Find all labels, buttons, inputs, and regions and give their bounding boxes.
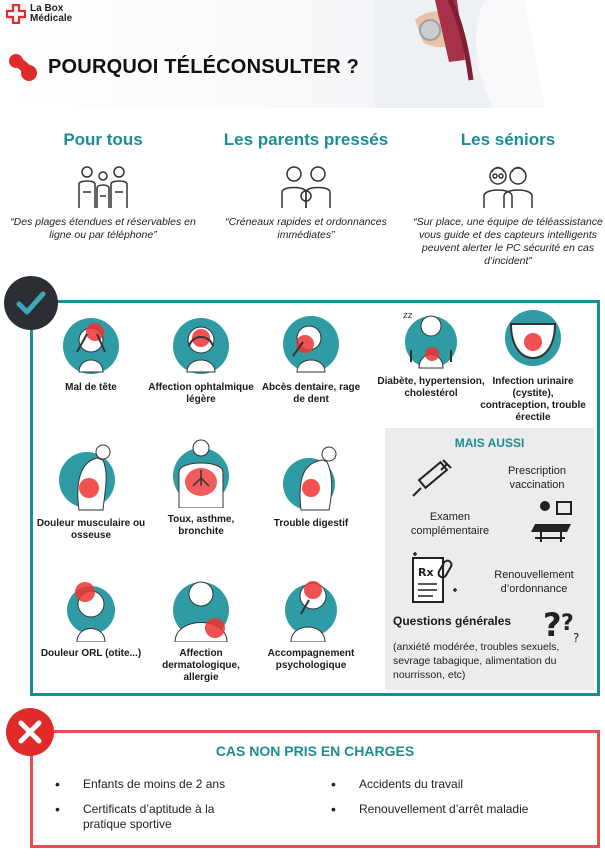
title-row (6, 52, 359, 82)
eye-icon (169, 312, 233, 376)
questions-text: (anxiété modérée, troubles sexuels, sevrage tabagique, alimentation du nourrisson, etc) (393, 641, 560, 681)
mais-aussi-panel (385, 428, 594, 690)
condition-label: Diabète, hypertension, cholestérol (377, 376, 485, 399)
audience-text: “Sur place, une équipe de téléassistance vous guide et des capteurs intelligents peuvent alerter le PC sécurité en cas d’incident” (413, 216, 603, 267)
condition-label: Infection urinaire (cystite), contraception, trouble érectile (480, 376, 586, 423)
condition-label: Mal de tête (65, 382, 117, 393)
skin-icon (165, 572, 237, 642)
condition-infection-urinaire (478, 306, 588, 424)
audience-title: Les parents pressés (223, 130, 389, 149)
audience-parents (206, 130, 406, 242)
svg-text:zz: zz (403, 311, 413, 321)
condition-label: Douleur musculaire ou osseuse (36, 518, 146, 541)
audience-title: Pour tous (63, 130, 143, 149)
condition-trouble-digestif (256, 440, 366, 530)
lungs-icon (161, 436, 241, 508)
cas-list-right (331, 777, 591, 827)
condition-label: Trouble digestif (273, 518, 349, 529)
tooth-icon (279, 312, 343, 376)
condition-label: Affection dermatologique, allergie (162, 648, 240, 683)
syringe-icon (407, 456, 455, 502)
brand-line2: Médicale (30, 13, 73, 24)
condition-label: Accompagnement psychologique (267, 648, 355, 671)
family-icon (73, 162, 133, 210)
condition-ophtalmique (146, 312, 256, 406)
ear-icon (55, 570, 127, 642)
close-icon (17, 719, 43, 745)
audience-text: “Des plages étendues et réservables en ligne ou par téléphone” (10, 216, 196, 241)
condition-mal-de-tete (36, 312, 146, 394)
prescription-doc-icon (409, 550, 461, 606)
condition-label: Toux, asthme, bronchite (167, 514, 235, 537)
condition-label: Douleur ORL (otite...) (40, 648, 142, 659)
medical-exam-icon (521, 498, 577, 546)
svg-text:?: ? (573, 631, 580, 644)
doctor-stethoscope-image (375, 0, 605, 108)
condition-douleur-orl (36, 570, 146, 660)
cas-non-pris-title: CAS NON PRIS EN CHARGES (215, 743, 415, 759)
svg-text:?: ? (561, 611, 574, 636)
renouvellement-label: Renouvellement d’ordonnance (494, 569, 574, 595)
audience-pour-tous (3, 130, 203, 242)
svg-text:?: ? (543, 606, 562, 644)
brand-line1: La Box (30, 3, 64, 14)
examen-label: Examen complémentaire (410, 511, 490, 537)
cas-list-left (55, 777, 315, 842)
page-title: POURQUOI TÉLÉCONSULTER ? (48, 55, 360, 78)
diabetes-icon (399, 306, 463, 370)
urinary-icon (501, 306, 565, 370)
svg-text:Rx: Rx (418, 566, 434, 579)
cas-non-pris-frame (30, 730, 600, 848)
header-banner (0, 0, 605, 108)
condition-label: Affection ophtalmique légère (148, 382, 254, 405)
list-item: • Certificats d’aptitude à la pratique sportive (55, 802, 235, 832)
condition-abces-dentaire (256, 312, 366, 406)
condition-dermatologique (146, 572, 256, 684)
cross-badge (6, 708, 54, 756)
list-item: • Renouvellement d’arrêt maladie (331, 802, 591, 817)
list-item: • Enfants de moins de 2 ans (55, 777, 315, 792)
logo-cross-icon (6, 4, 26, 24)
audience-title: Les séniors (460, 130, 556, 149)
check-badge (4, 276, 58, 330)
question-marks-icon (543, 604, 583, 644)
seniors-icon (478, 162, 538, 210)
stomach-icon (271, 440, 351, 512)
mais-aussi-title: MAIS AUSSI (454, 436, 525, 450)
audience-seniors (408, 130, 605, 268)
brand-logo (6, 4, 72, 24)
checkmark-icon (16, 290, 46, 316)
condition-label: Abcès dentaire, rage de dent (261, 382, 361, 405)
condition-psychologique (256, 570, 366, 672)
prescription-label: Prescription vaccination (507, 465, 567, 491)
back-pain-icon (51, 440, 131, 512)
questions-title: Questions générales (393, 614, 512, 628)
title-dots-icon (6, 52, 40, 82)
condition-toux (146, 436, 256, 538)
condition-diabete (376, 306, 486, 400)
list-item: • Accidents du travail (331, 777, 591, 792)
audience-text: “Créneaux rapides et ordonnances immédiates” (225, 216, 387, 241)
condition-douleur-musculaire (36, 440, 146, 542)
headache-icon (59, 312, 123, 376)
psychology-icon (275, 570, 347, 642)
parents-icon (276, 162, 336, 210)
